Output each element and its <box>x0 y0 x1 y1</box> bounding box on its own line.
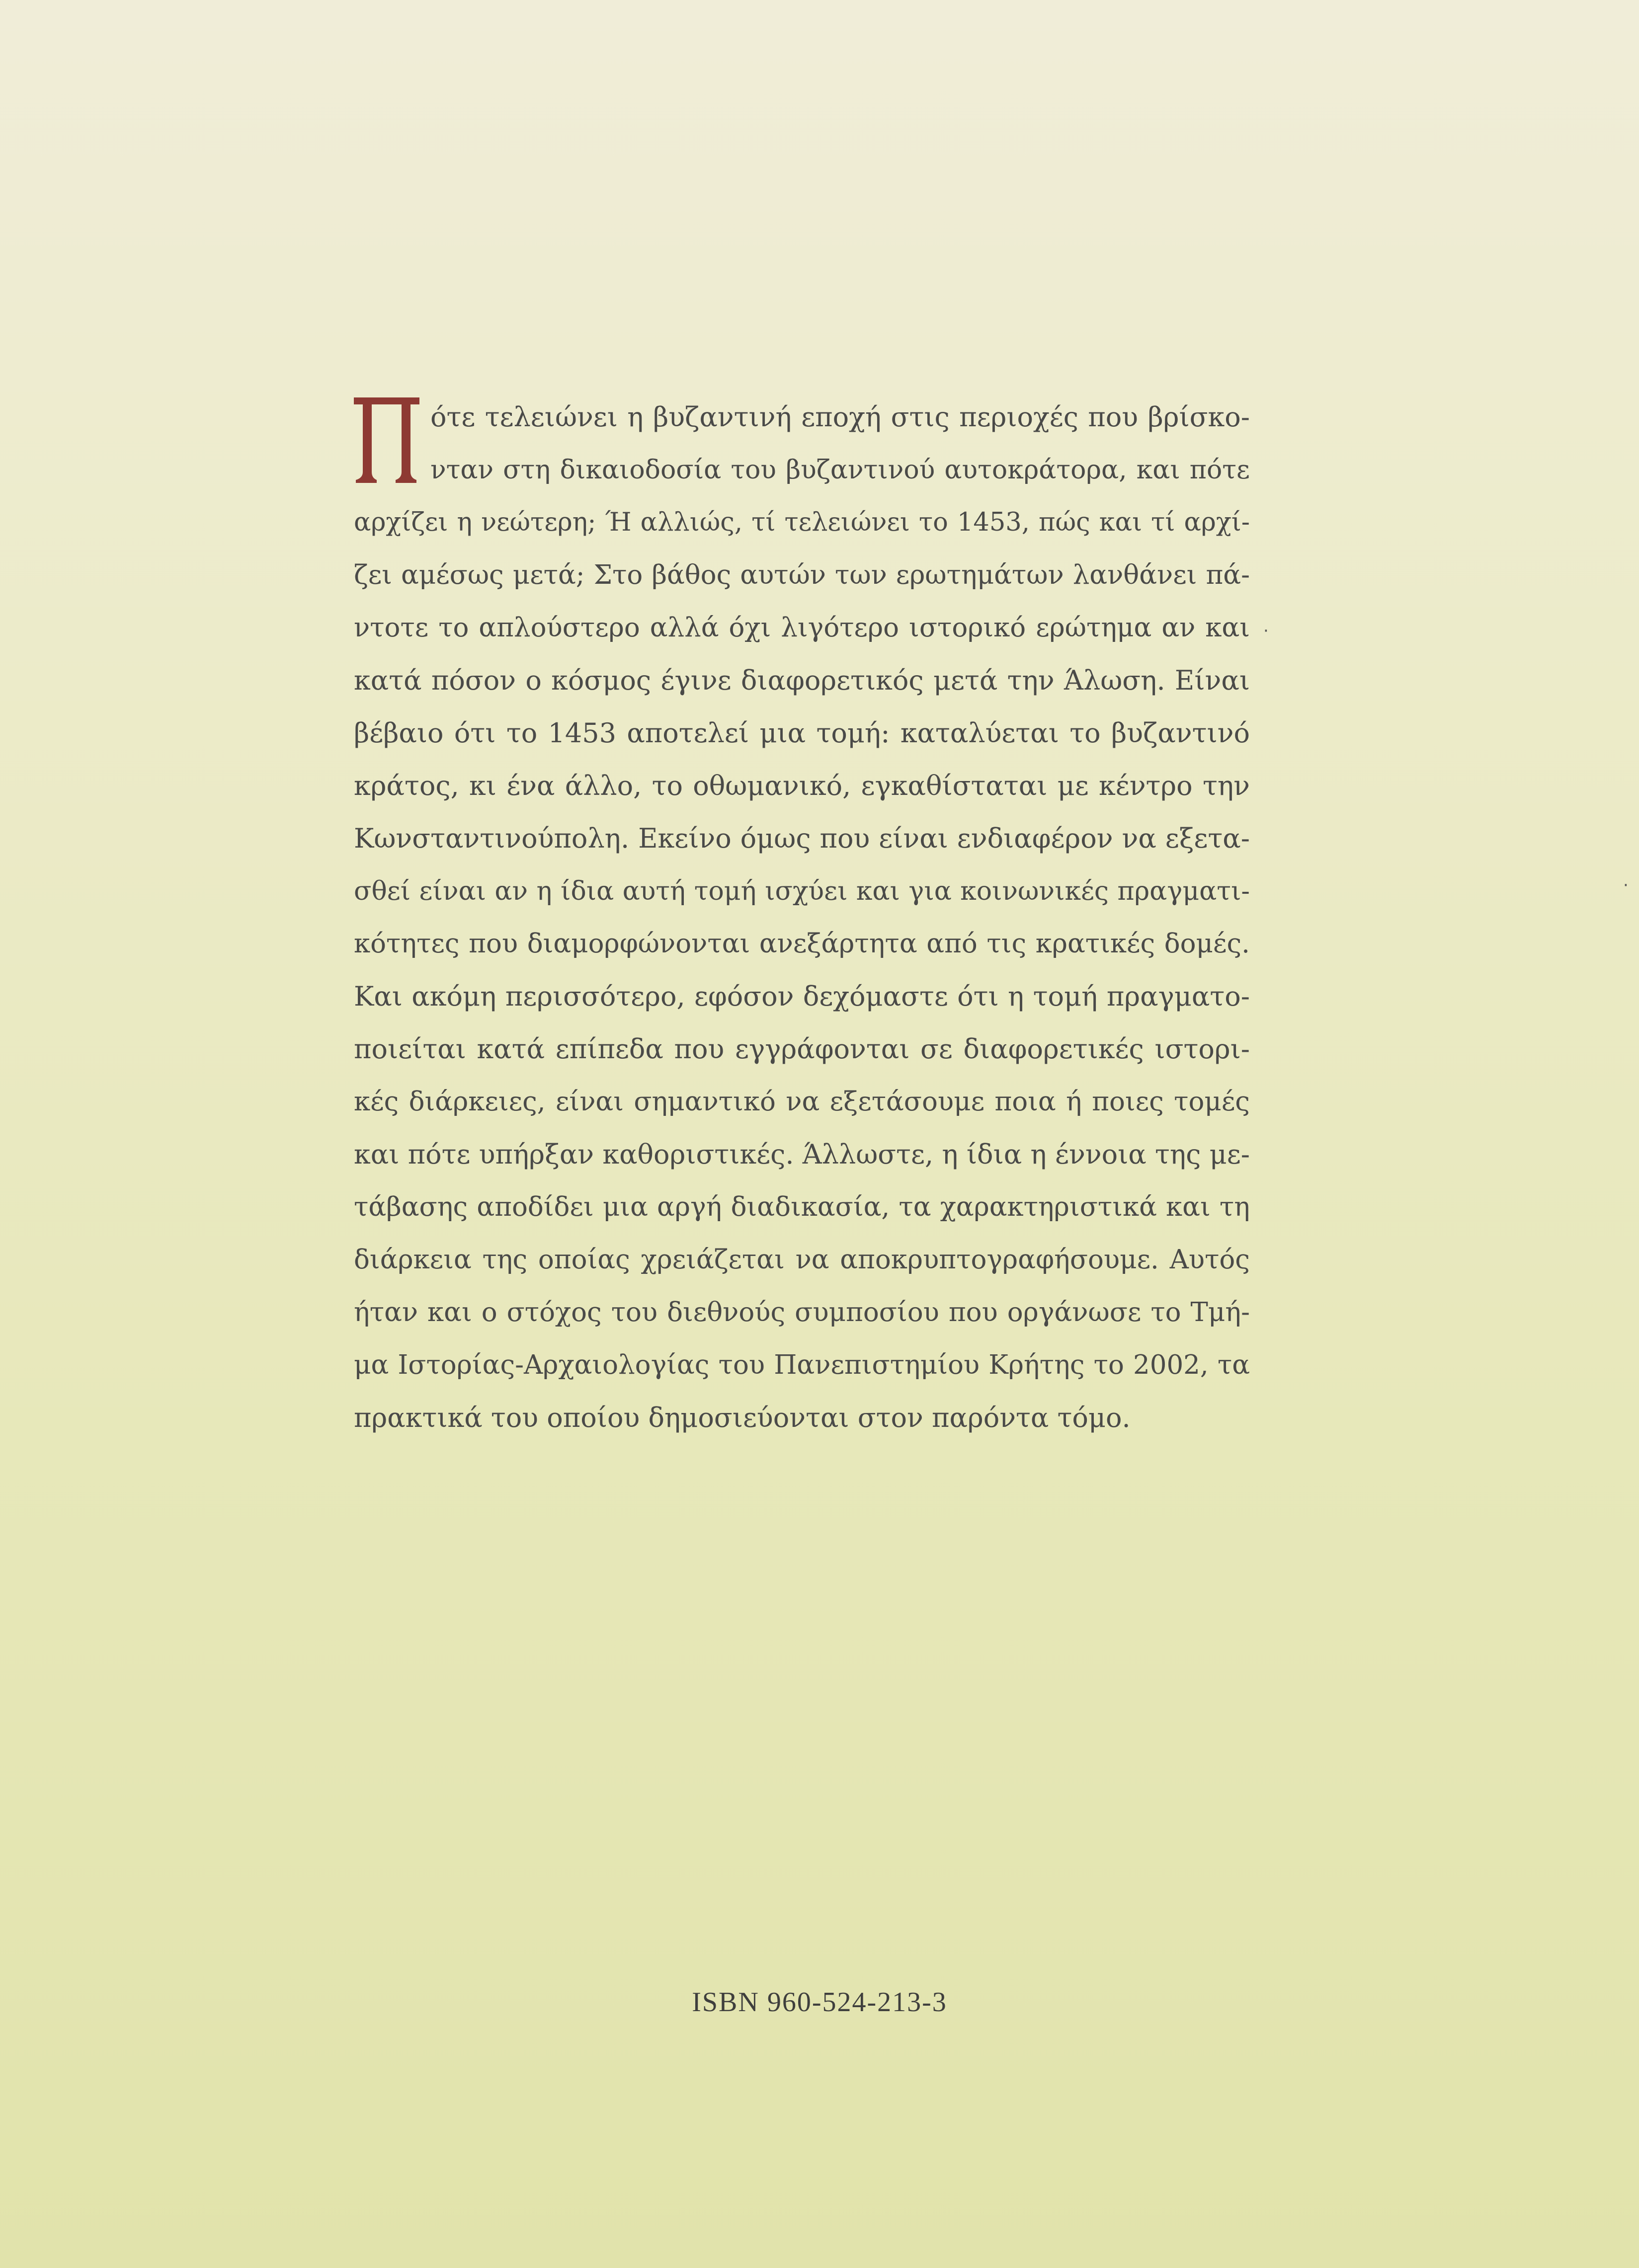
blurb-line: ποιείται κατά επίπεδα που εγγράφονται σε διαφορετικές ιστορι- <box>354 1033 1250 1065</box>
blurb-line: και πότε υπήρξαν καθοριστικές. Άλλωστε, η ίδια η έννοια της με- <box>354 1139 1250 1170</box>
print-speck: · <box>1623 875 1629 895</box>
blurb-line: κότητες που διαμορφώνονται ανεξάρτητα από τις κρατικές δομές. <box>354 929 1250 959</box>
blurb-line: κές διάρκειες, είναι σημαντικό να εξετάσουμε ποια ή ποιες τομές <box>354 1087 1250 1117</box>
isbn-number: ISBN 960-524-213-3 <box>692 1987 947 2018</box>
blurb-line: ζει αμέσως μετά; Στο βάθος αυτών των ερωτημάτων λανθάνει πά- <box>354 560 1250 590</box>
blurb-line: ντοτε το απλούστερο αλλά όχι λιγότερο ιστορικό ερώτημα αν και <box>354 613 1250 643</box>
blurb-line: βέβαιο ότι το 1453 αποτελεί μια τομή: καταλύεται το βυζαντινό <box>354 717 1250 749</box>
blurb-line: κράτος, κι ένα άλλο, το οθωμανικό, εγκαθίσταται με κέντρο την <box>354 770 1250 801</box>
blurb-line: τάβασης αποδίδει μια αργή διαδικασία, τα χαρακτηριστικά και τη <box>354 1192 1250 1222</box>
blurb-line: διάρκεια της οποίας χρειάζεται να αποκρυπτογραφήσουμε. Αυτός <box>354 1245 1250 1275</box>
blurb-line: σθεί είναι αν η ίδια αυτή τομή ισχύει και για κοινωνικές πραγματι- <box>354 876 1250 906</box>
blurb-line: ήταν και ο στόχος του διεθνούς συμποσίου που οργάνωσε το Τμή- <box>354 1297 1250 1328</box>
blurb-line: πρακτικά του οποίου δημοσιεύονται στον παρόντα τόμο. <box>354 1402 1131 1433</box>
blurb-line: νταν στη δικαιοδοσία του βυζαντινού αυτοκράτορα, και πότε <box>430 455 1250 485</box>
blurb-line: μα Ιστορίας-Αρχαιολογίας του Πανεπιστημίου Κρήτης το 2002, τα <box>354 1350 1250 1380</box>
blurb-line: ότε τελειώνει η βυζαντινή εποχή στις περιοχές που βρίσκο- <box>430 401 1250 433</box>
blurb-line: Και ακόμη περισσότερο, εφόσον δεχόμαστε ότι η τομή πραγματο- <box>354 981 1250 1012</box>
blurb-line: κατά πόσον ο κόσμος έγινε διαφορετικός μετά την Άλωση. Είναι <box>354 665 1250 696</box>
print-speck: · <box>1263 621 1269 641</box>
blurb-line: αρχίζει η νεώτερη; Ή αλλιώς, τί τελειώνει το 1453, πώς και τί αρχί- <box>354 508 1250 537</box>
blurb-line: Κωνσταντινούπολη. Εκείνο όμως που είναι ενδιαφέρον να εξετα- <box>354 823 1250 854</box>
blurb-text <box>354 391 1250 1444</box>
